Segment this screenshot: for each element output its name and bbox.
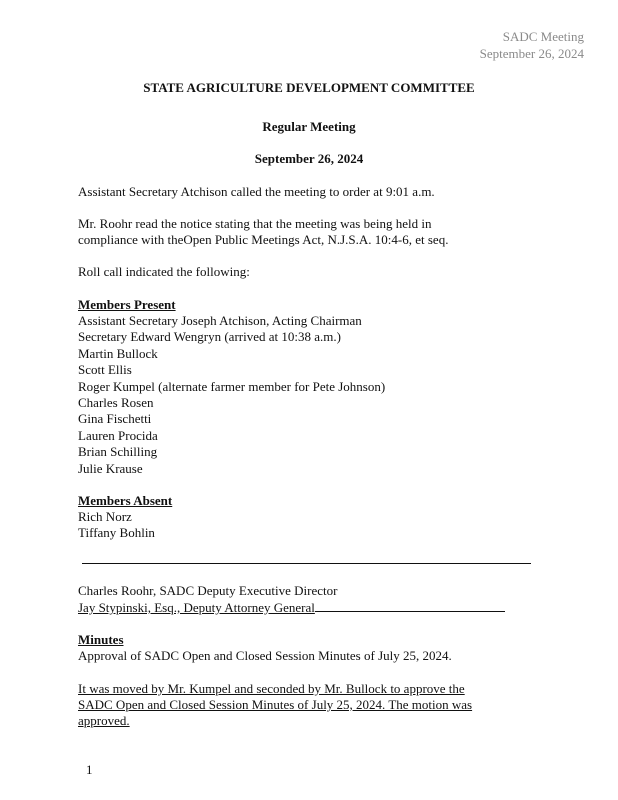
member-present-item: Assistant Secretary Joseph Atchison, Acting Chairman bbox=[78, 313, 362, 328]
members-absent-list bbox=[78, 509, 548, 542]
minutes-approval: Approval of SADC Open and Closed Session Minutes of July 25, 2024. bbox=[78, 648, 452, 663]
member-present-item: Secretary Edward Wengryn (arrived at 10:38 a.m.) bbox=[78, 329, 341, 345]
members-present-list bbox=[78, 313, 548, 477]
notice-line: compliance with theOpen Public Meetings Act, N.J.S.A. 10:4-6, et seq. bbox=[78, 232, 449, 247]
staff-attorney: Jay Stypinski, Esq., Deputy Attorney General bbox=[78, 600, 315, 615]
motion-paragraph bbox=[78, 681, 548, 729]
minutes-heading: Minutes bbox=[78, 632, 124, 647]
running-header bbox=[480, 28, 584, 62]
page-number: 1 bbox=[86, 762, 93, 777]
motion-line: SADC Open and Closed Session Minutes of July 25, 2024. The motion was bbox=[78, 697, 473, 712]
staff-line-with-rule bbox=[78, 599, 548, 616]
members-absent-heading: Members Absent bbox=[78, 493, 173, 508]
call-to-order-paragraph: Assistant Secretary Atchison called the meeting to order at 9:01 a.m. bbox=[78, 184, 435, 199]
motion-line: approved. bbox=[78, 713, 130, 728]
member-absent-item: Rich Norz bbox=[78, 509, 132, 524]
member-present-item: Charles Rosen bbox=[78, 394, 154, 410]
signature-rule bbox=[315, 599, 505, 612]
notice-line: Mr. Roohr read the notice stating that the meeting was being held in bbox=[78, 216, 432, 231]
member-absent-item: Tiffany Bohlin bbox=[78, 525, 155, 541]
document-title: STATE AGRICULTURE DEVELOPMENT COMMITTEE bbox=[143, 80, 475, 95]
member-present-item: Lauren Procida bbox=[78, 427, 158, 443]
notice-paragraph bbox=[78, 216, 548, 248]
meeting-date: September 26, 2024 bbox=[254, 151, 364, 166]
member-present-item: Roger Kumpel (alternate farmer member for Pete Johnson) bbox=[78, 378, 386, 394]
roll-call-paragraph: Roll call indicated the following: bbox=[78, 264, 250, 279]
member-present-item: Martin Bullock bbox=[78, 345, 158, 361]
section-divider bbox=[82, 563, 531, 564]
members-present-heading: Members Present bbox=[78, 297, 176, 312]
member-present-item: Scott Ellis bbox=[78, 362, 132, 378]
member-present-item: Brian Schilling bbox=[78, 444, 158, 460]
meeting-type: Regular Meeting bbox=[262, 119, 356, 134]
motion-line: It was moved by Mr. Kumpel and seconded by Mr. Bullock to approve the bbox=[78, 681, 465, 696]
header-meeting-date: September 26, 2024 bbox=[479, 46, 584, 61]
member-present-item: Gina Fischetti bbox=[78, 411, 152, 427]
member-present-item: Julie Krause bbox=[78, 460, 143, 476]
header-meeting-name: SADC Meeting bbox=[502, 29, 584, 44]
staff-line: Charles Roohr, SADC Deputy Executive Director bbox=[78, 583, 338, 598]
